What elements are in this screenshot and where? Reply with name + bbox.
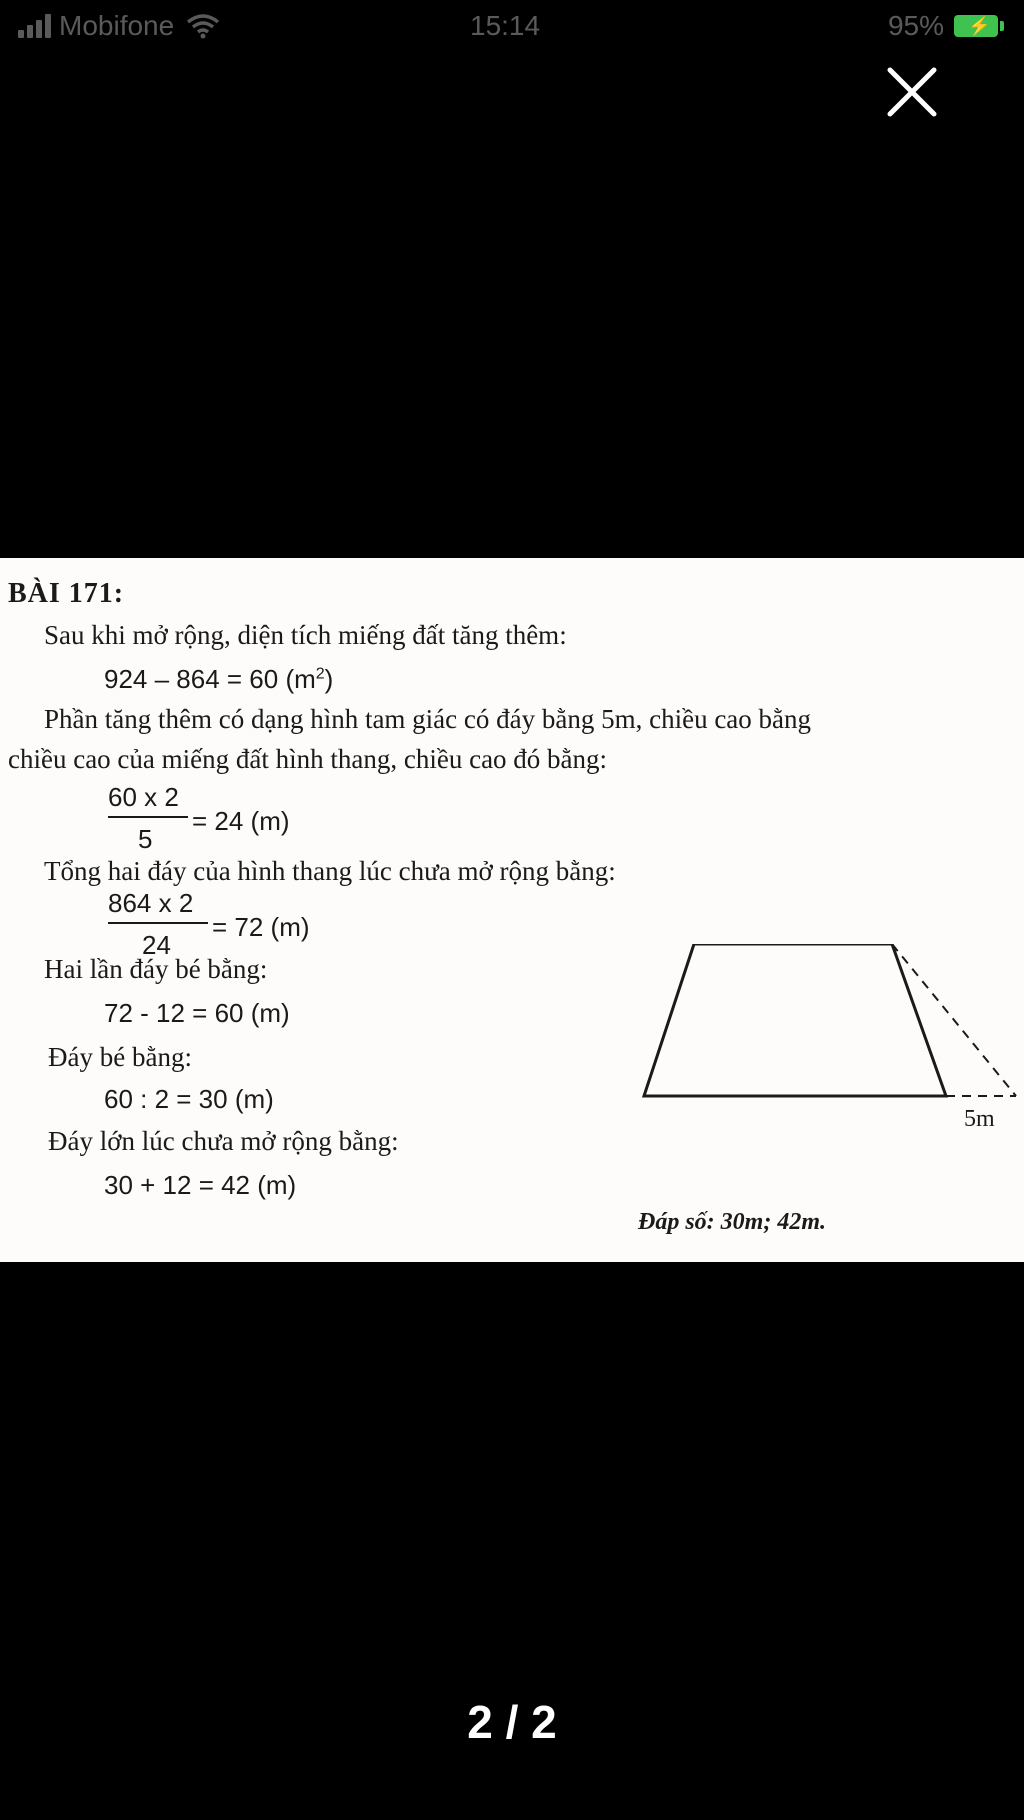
fraction-1-numerator: 60 x 2 [108, 782, 179, 812]
battery-percent: 95% [887, 10, 944, 41]
fraction-2-bar [108, 922, 208, 924]
final-answer: Đáp số: 30m; 42m. [638, 1209, 826, 1235]
trapezoid-shape [644, 944, 946, 1096]
wifi-icon [186, 13, 220, 39]
battery-status [888, 10, 998, 42]
text-line-6: Đáy lớn lúc chưa mở rộng bằng: [48, 1126, 399, 1156]
text-line-5: Đáy bé bằng: [48, 1042, 192, 1072]
status-time: 15:14 [470, 10, 541, 41]
equation-5: 60 : 2 = 30 (m) [104, 1084, 274, 1114]
text-line-1: Sau khi mở rộng, diện tích miếng đất tăng thêm: [44, 620, 567, 650]
fraction-2-denominator: 24 [142, 930, 171, 960]
fraction-1-result: = 24 (m) [192, 806, 290, 836]
fraction-2-result: = 72 (m) [212, 912, 310, 942]
fraction-1-denominator: 5 [138, 824, 153, 854]
equation-6: 30 + 12 = 42 (m) [104, 1170, 297, 1200]
text-line-2a: Phần tăng thêm có dạng hình tam giác có đáy bằng 5m, chiều cao bằng [44, 704, 812, 734]
text-line-2b: chiều cao của miếng đất hình thang, chiều cao đó bằng: [8, 744, 608, 774]
fraction-2-numerator: 864 x 2 [108, 888, 194, 918]
carrier-name: Mobifone [59, 10, 175, 41]
close-button[interactable] [882, 62, 942, 122]
carrier-info [18, 10, 220, 42]
fraction-1-bar [108, 816, 188, 818]
signal-icon [18, 14, 51, 38]
fraction-1 [108, 782, 328, 862]
text-line-4: Hai lần đáy bé bằng: [44, 954, 268, 984]
battery-icon: ⚡ [954, 15, 998, 37]
exercise-title: BÀI 171: [8, 578, 125, 609]
equation-1: 924 – 864 = 60 $(m^2)$ [104, 664, 334, 694]
extension-dashed-side [892, 944, 1016, 1096]
trapezoid-diagram [640, 944, 1020, 1134]
status-bar [0, 0, 1024, 56]
text-line-3: Tổng hai đáy của hình thang lúc chưa mở rộng bằng: [44, 856, 616, 886]
page-indicator: 2 / 2 [467, 1696, 557, 1748]
diagram-label-5m: 5m [964, 1106, 995, 1132]
equation-4: 72 - 12 = 60 (m) [104, 998, 290, 1028]
document-page [0, 558, 1024, 1262]
close-icon [882, 62, 942, 122]
